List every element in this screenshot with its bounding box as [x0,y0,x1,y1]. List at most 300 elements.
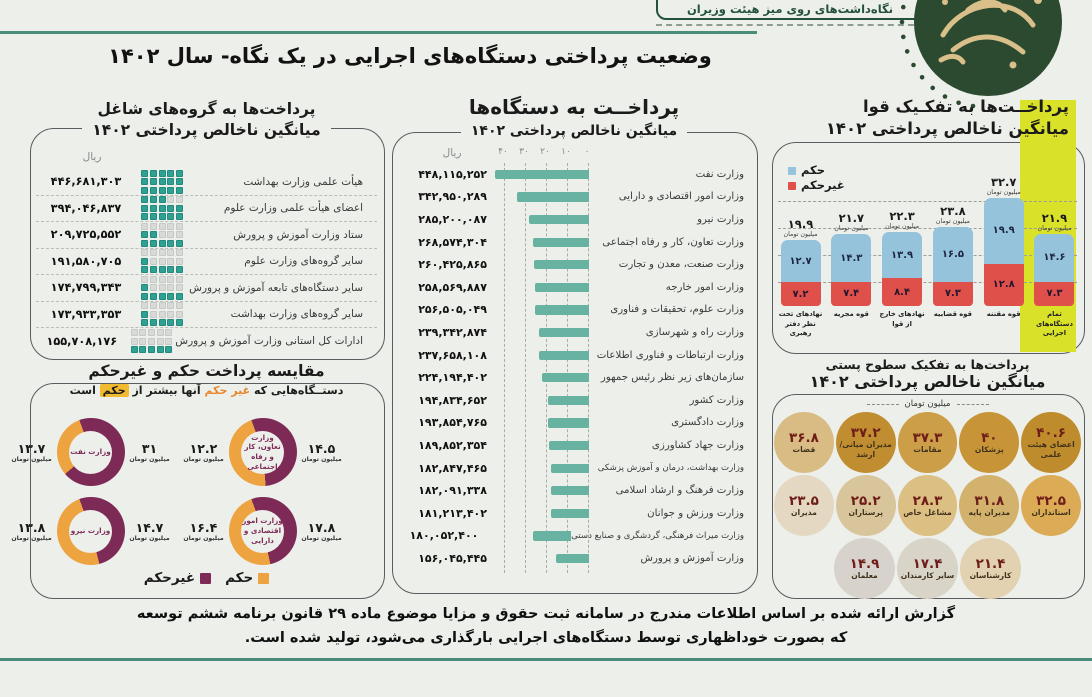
legend-gheyrhokm-label: غیرحکم [801,178,845,192]
waffle-cell-empty [167,284,174,291]
waffle-cell-filled [141,284,148,291]
waffle-cell-filled [150,293,157,300]
groups-title-text: پرداخت‌ها به گروه‌های شاغل [97,100,316,118]
legend-hokm-label: حکم [801,163,825,177]
subtitle-segment: آنها بیشتر از [128,384,205,397]
branch-bar-group [928,158,977,350]
group-label: سایر گروه‌های وزارت بهداشت [230,308,363,321]
branch-total-label: ۲۱.۹ میلیون تومان [1037,210,1072,232]
waffle-cell-filled [159,187,166,194]
waffle-cell-filled [176,293,183,300]
ministry-value: ۲۳۹,۳۴۲,۸۷۴ [418,325,487,339]
level-circle [960,538,1021,599]
level-value: ۱۴.۹ [849,555,880,572]
ministry-bar-area [489,412,589,435]
waffle-icon [141,249,182,273]
ministry-row [394,434,754,457]
group-value: ۱۹۱,۵۸۰,۷۰۵ [50,254,122,268]
group-row [36,249,377,276]
waffle-icon [141,196,182,220]
branch-label: نهادهای خارج از قوا [879,310,925,328]
ministry-bar [533,531,571,540]
ministry-value: ۱۹۴,۸۳۴,۶۵۲ [418,393,487,407]
waffle-cell-filled [141,293,148,300]
compare-panel-title [30,362,383,380]
donut-unit [11,497,171,565]
hokm-segment: ۱۲.۷ [781,240,821,282]
waffle-cell-filled [141,266,148,273]
hokm-segment: ۱۴.۶ [1034,234,1074,282]
waffle-cell-filled [167,240,174,247]
ministry-bar-area [489,457,589,480]
ministry-bar-area [489,547,589,570]
donut-center-label: وزارت نفت [69,431,112,474]
hokm-donut-swatch [258,573,269,584]
ministry-value: ۲۸۵,۲۰۰,۰۸۷ [418,212,487,226]
waffle-cell-empty [159,276,166,283]
group-label: ادارات کل استانی وزارت آموزش و پرورش [175,335,363,348]
waffle-cell-filled [159,178,166,185]
waffle-cell-empty [176,223,183,230]
ministry-row [394,389,754,412]
ministry-row [394,253,754,276]
ministry-value: ۱۸۹,۸۵۲,۳۵۴ [418,438,487,452]
ministry-row [394,479,754,502]
branches-title-line1: پرداخــت‌ها به تفکـیک قوا [862,97,1069,116]
level-label: مشاغل خاص [903,508,952,518]
ministry-label: وزارت کشور [689,394,744,406]
donut-chart [57,497,125,565]
level-value: ۱۷.۴ [912,555,943,572]
waffle-cell-filled [150,213,157,220]
level-circle [959,475,1019,536]
branches-panel-title [780,96,1075,140]
waffle-icon [141,276,182,300]
donut-center-label: وزارت نیرو [69,510,112,553]
gheyrhokm-legend-swatch [788,182,796,190]
waffle-icon [141,170,182,194]
ministry-row [394,276,754,299]
ministry-value: ۲۶۰,۴۲۵,۸۶۵ [418,258,487,272]
waffle-cell-filled [141,170,148,177]
group-waffle [136,249,188,273]
waffle-cell-empty [141,302,148,309]
group-value: ۱۷۴,۷۹۹,۳۴۳ [50,281,122,295]
ministries-title-text: پرداخــت به دستگاه‌ها [468,95,680,119]
levels-row-1 [774,475,1081,536]
subtitle-segment: حکم [100,384,129,397]
waffle-cell-empty [176,196,183,203]
gheyrhokm-segment: ۷.۲ [781,282,821,306]
ministry-value: ۱۵۶,۰۴۵,۴۴۵ [418,551,487,565]
hokm-segment: ۱۴.۳ [831,234,871,281]
group-row [36,222,377,249]
ministry-value: ۳۴۲,۹۵۰,۲۸۹ [418,190,487,204]
ministry-value: ۲۶۸,۵۷۴,۳۰۴ [418,235,487,249]
donut-gheyrhokm-value: ۱۴.۵ میلیون تومان [301,441,342,463]
ministry-bar [551,464,589,473]
ministry-label: وزارت ارتباطات و فناوری اطلاعات [596,349,744,361]
donut-row-top [0,418,353,486]
branch-total-label: ۲۱.۷ میلیون تومان [834,211,869,233]
level-circle [1021,475,1081,536]
ministry-bar-area [489,502,589,525]
waffle-cell-empty [141,223,148,230]
ministry-bar-area [489,208,589,231]
donut-hokm-value: ۱۲.۲ میلیون تومان [183,441,224,463]
waffle-icon [131,329,172,353]
waffle-cell-filled [150,205,157,212]
ministry-value: ۱۹۳,۸۵۴,۷۶۵ [418,416,487,430]
group-row [36,169,377,196]
waffle-cell-empty [150,249,157,256]
waffle-cell-filled [141,178,148,185]
waffle-cell-empty [176,249,183,256]
legend-item-hokm [225,570,269,586]
compare-title-text: مقایسه پرداخت حکم و غیرحکم [78,362,334,380]
level-label: پزشکان [974,445,1004,455]
level-circle [897,538,958,599]
gheyrhokm-segment: ۷.۳ [933,282,973,306]
ministry-bar-area [489,231,589,254]
compare-panel-subtitle [30,384,383,397]
waffle-cell-empty [150,284,157,291]
ministry-label: وزارت فرهنگ و ارشاد اسلامی [615,485,744,497]
waffle-cell-empty [148,329,155,336]
waffle-cell-empty [167,223,174,230]
level-value: ۲۱.۴ [975,555,1006,572]
ministries-rows [394,163,754,573]
waffle-cell-filled [150,319,157,326]
level-value: ۴۰.۶ [1036,425,1067,442]
branches-legend [788,163,872,193]
waffle-cell-empty [148,338,155,345]
hokm-legend-swatch [788,167,796,175]
branch-total-label: ۳۲.۷ میلیون تومان [986,175,1021,197]
hokm-segment: ۱۹.۹ [984,198,1024,264]
header-badge-label: نگاه‌داشت‌های روی میز هیئت وزیران [686,2,894,16]
group-waffle [136,170,188,194]
ministry-bar [548,418,589,427]
level-value: ۳۱.۸ [974,492,1005,509]
waffle-icon [141,302,182,326]
waffle-cell-empty [159,258,166,265]
waffle-cell-empty [167,276,174,283]
axis-tick: ۰ [584,147,590,157]
level-circle [836,475,896,536]
waffle-cell-filled [167,213,174,220]
levels-title-text: پرداخت‌ها به تفکیک سطوح پستی [825,357,1030,372]
hokm-segment: ۱۳.۹ [882,232,922,278]
ministry-bar [549,441,589,450]
donut-unit [183,418,343,486]
waffle-cell-filled [167,170,174,177]
waffle-cell-empty [141,249,148,256]
ministry-label: وزارت میراث فرهنگی، گردشگری و صنایع دستی [571,530,744,541]
branch-bar-group [878,158,927,350]
levels-unit-text: میلیون تومان [904,399,951,409]
axis-tick: ۴۰ [498,147,508,157]
waffle-cell-empty [165,329,172,336]
waffle-cell-filled [167,205,174,212]
waffle-cell-empty [159,311,166,318]
waffle-cell-filled [141,240,148,247]
levels-rows [774,412,1081,601]
waffle-cell-filled [176,187,183,194]
ministry-bar-area [489,344,589,367]
waffle-cell-empty [150,302,157,309]
branch-stacked-bar [882,232,922,306]
groups-panel-title [30,100,383,118]
donut-gheyrhokm-value: ۱۷.۸ میلیون تومان [301,520,342,542]
waffle-cell-filled [150,170,157,177]
header-teal-rule [0,31,757,34]
ministry-row [394,321,754,344]
groups-rows [36,169,377,355]
level-label: مدیران [791,508,817,518]
waffle-cell-filled [150,240,157,247]
branch-bar-group [979,158,1028,350]
waffle-cell-empty [150,223,157,230]
compare-subtitle [60,384,354,397]
waffle-cell-filled [141,213,148,220]
waffle-cell-filled [141,231,148,238]
waffle-cell-empty [131,338,138,345]
branch-stacked-bar [781,240,821,306]
ministry-bar [533,238,589,247]
waffle-cell-empty [150,311,157,318]
ministry-bar-area [489,389,589,412]
ministry-value: ۱۸۱,۲۱۳,۴۰۲ [418,506,487,520]
level-label: سایر کارمندان [900,571,955,581]
gheyrhokm-segment: ۱۲.۸ [984,264,1024,306]
level-label: مقامات [913,445,942,455]
branch-label: نهادهای تحت نظر دفتر رهبری [778,310,823,338]
group-value: ۴۴۶,۶۸۱,۳۰۳ [50,175,122,189]
waffle-cell-empty [167,302,174,309]
ministry-bar-area [489,299,589,322]
waffle-cell-empty [141,276,148,283]
waffle-cell-empty [176,276,183,283]
ministry-value: ۴۴۸,۱۱۵,۲۵۲ [418,167,487,181]
branches-title-line2: میانگین ناخالص پرداختی ۱۴۰۲ [825,119,1069,138]
waffle-cell-filled [150,266,157,273]
ministry-label: وزارت بهداشت، درمان و آموزش پزشکی [597,463,744,474]
ministry-row [394,163,754,186]
level-label: پرستاران [848,508,883,518]
page-title: وضعیت پرداختی دستگاه‌های اجرایی در یک نگاه- سال ۱۴۰۲ [108,44,712,68]
waffle-cell-filled [141,187,148,194]
ministry-label: وزارت نیرو [697,213,744,225]
donut-unit [183,497,343,565]
waffle-cell-empty [159,231,166,238]
ministry-value: ۱۸۰,۰۵۲,۴۰۰ [409,529,479,543]
waffle-cell-empty [159,302,166,309]
group-label: هیأت علمی وزارت بهداشت [243,175,363,188]
waffle-cell-empty [139,329,146,336]
branch-stacked-bar [831,234,871,306]
subtitle-segment: غیر حکم [204,384,251,397]
ministry-label: سازمان‌های زیر نظر رئیس جمهور [600,372,744,384]
levels-panel-title [772,357,1083,372]
ministry-label: وزارت نفت [695,168,744,180]
waffle-cell-filled [159,170,166,177]
footer-teal-rule [0,658,1092,661]
logo-circle [914,0,1062,96]
gheyrhokm-segment: ۸.۴ [882,278,922,306]
level-value: ۴۰ [981,429,998,446]
header-badge [656,0,924,20]
waffle-cell-filled [159,240,166,247]
branch-stacked-bar [1034,234,1074,306]
gheyrhokm-segment: ۷.۴ [831,282,871,306]
waffle-cell-empty [167,249,174,256]
level-label: معلمان [851,571,878,581]
groups-rial-header: ریال [82,151,102,163]
donut-chart [229,497,297,565]
group-row [36,302,377,329]
groups-subtitle-text: میانگین ناخالص پرداختی ۱۴۰۲ [82,121,330,139]
level-label: مدیران پایه [968,508,1011,518]
donut-hokm-value: ۱۳.۷ میلیون تومان [11,441,52,463]
level-value: ۳۶.۸ [788,429,819,446]
waffle-cell-filled [150,196,157,203]
level-value: ۲۸.۳ [912,492,943,509]
ministry-bar [539,328,589,337]
waffle-cell-filled [150,178,157,185]
gheyrhokm-donut-label: غیرحکم [143,570,196,586]
branch-bar-group-highlight [1030,158,1079,350]
ministry-bar [539,351,589,360]
ministry-value: ۱۸۲,۰۹۱,۳۳۸ [418,484,487,498]
waffle-cell-empty [167,196,174,203]
footnote-line2: که بصورت خوداظهاری توسط دستگاه‌های اجرایی بارگذاری می‌شود، تولید شده است. [244,630,848,646]
ministry-row [394,525,754,548]
ministry-row [394,457,754,480]
ministry-bar [495,170,589,179]
legend-item-hokm [788,163,872,178]
waffle-cell-empty [176,258,183,265]
donut-center-label: وزارت تعاون، کار و رفاه اجتماعی [241,431,284,474]
ministry-bar [551,486,589,495]
compare-panel [30,383,385,599]
ministry-label: وزارت جهاد کشاورزی [651,439,744,451]
ministry-label: وزارت امور خارجه [665,281,744,293]
group-value: ۱۷۳,۹۳۳,۳۵۳ [50,307,122,321]
ministry-row [394,366,754,389]
donut-unit [11,418,171,486]
waffle-cell-filled [159,266,166,273]
level-value: ۲۵.۲ [850,492,881,509]
waffle-cell-filled [176,178,183,185]
legend-item-gheyrhokm [144,570,211,586]
branch-label: قوه قضاییه [933,310,973,318]
ministry-bar [556,554,589,563]
ministry-label: وزارت امور اقتصادی و دارایی [618,191,744,203]
waffle-cell-filled [159,205,166,212]
ministries-panel-subtitle [392,123,756,139]
level-circle [898,412,958,473]
donut-chart [57,418,125,486]
group-value: ۲۰۹,۷۲۵,۵۵۲ [50,228,122,242]
ministry-bar-area [489,434,589,457]
waffle-cell-empty [167,258,174,265]
donut-gheyrhokm-value: ۳۱ میلیون تومان [129,441,170,463]
donut-center-label: وزارت امور اقتصادی و دارایی [241,510,284,553]
waffle-cell-filled [148,346,155,353]
axis-tick: ۲۰ [540,147,550,157]
group-label: سایر گروه‌های وزارت علوم [244,255,363,268]
levels-row-2 [774,538,1081,599]
ministry-row [394,231,754,254]
group-value: ۱۵۵,۷۰۸,۱۷۶ [46,334,118,348]
ministry-label: وزارت ورزش و جوانان [647,507,744,519]
ministry-bar [542,373,589,382]
waffle-cell-filled [167,266,174,273]
badge-dashed-underline [656,24,924,26]
waffle-cell-empty [150,276,157,283]
waffle-cell-empty [139,338,146,345]
hokm-segment: ۱۶.۵ [933,227,973,281]
group-label: ستاد وزارت آموزش و پرورش [233,228,363,241]
ministry-value: ۲۵۶,۵۰۵,۰۴۹ [418,303,487,317]
ministry-bar-area [489,186,589,209]
ministry-bar [517,192,589,201]
donut-row-bottom [0,497,353,565]
group-row [36,328,377,355]
level-value: ۳۷.۲ [850,425,881,442]
ministry-bar [534,260,589,269]
waffle-cell-empty [157,338,164,345]
waffle-cell-empty [165,338,172,345]
waffle-cell-filled [141,319,148,326]
waffle-cell-empty [176,231,183,238]
waffle-cell-filled [141,205,148,212]
branch-label: قوه مقننه [986,310,1021,318]
ministry-row [394,299,754,322]
waffle-cell-filled [176,205,183,212]
waffle-cell-filled [167,187,174,194]
waffle-cell-filled [159,293,166,300]
ministry-bar [535,283,589,292]
ministry-bar-area [489,253,589,276]
level-label: اعضای هیئت علمی [1027,440,1075,459]
ministry-bar [535,305,589,314]
ministries-axis-ticks [487,147,590,160]
ministry-bar [529,215,589,224]
ministry-label: وزارت راه و شهرسازی [645,326,744,338]
ministry-bar-area [480,525,571,548]
level-label: مدیران میانی/ارشد [839,440,892,459]
branch-total-label: ۲۲.۳ میلیون تومان [885,209,920,231]
waffle-cell-filled [167,319,174,326]
ministry-label: وزارت آموزش و پرورش [640,552,744,564]
branch-stacked-bar [933,227,973,306]
group-label: سایر دستگاه‌های تابعه آموزش و پرورش [189,281,363,294]
waffle-cell-empty [167,231,174,238]
ministry-row [394,412,754,435]
waffle-cell-empty [159,284,166,291]
ministry-value: ۲۳۷,۶۵۸,۱۰۸ [418,348,487,362]
legend-item-gheyrhokm [788,178,872,193]
donut-chart [229,418,297,486]
level-circle [774,412,834,473]
group-row [36,196,377,223]
waffle-cell-filled [150,187,157,194]
group-waffle [128,329,176,353]
group-label: اعضای هیأت علمی وزارت علوم [223,202,363,215]
ministries-rial-header: ریال [442,147,462,159]
